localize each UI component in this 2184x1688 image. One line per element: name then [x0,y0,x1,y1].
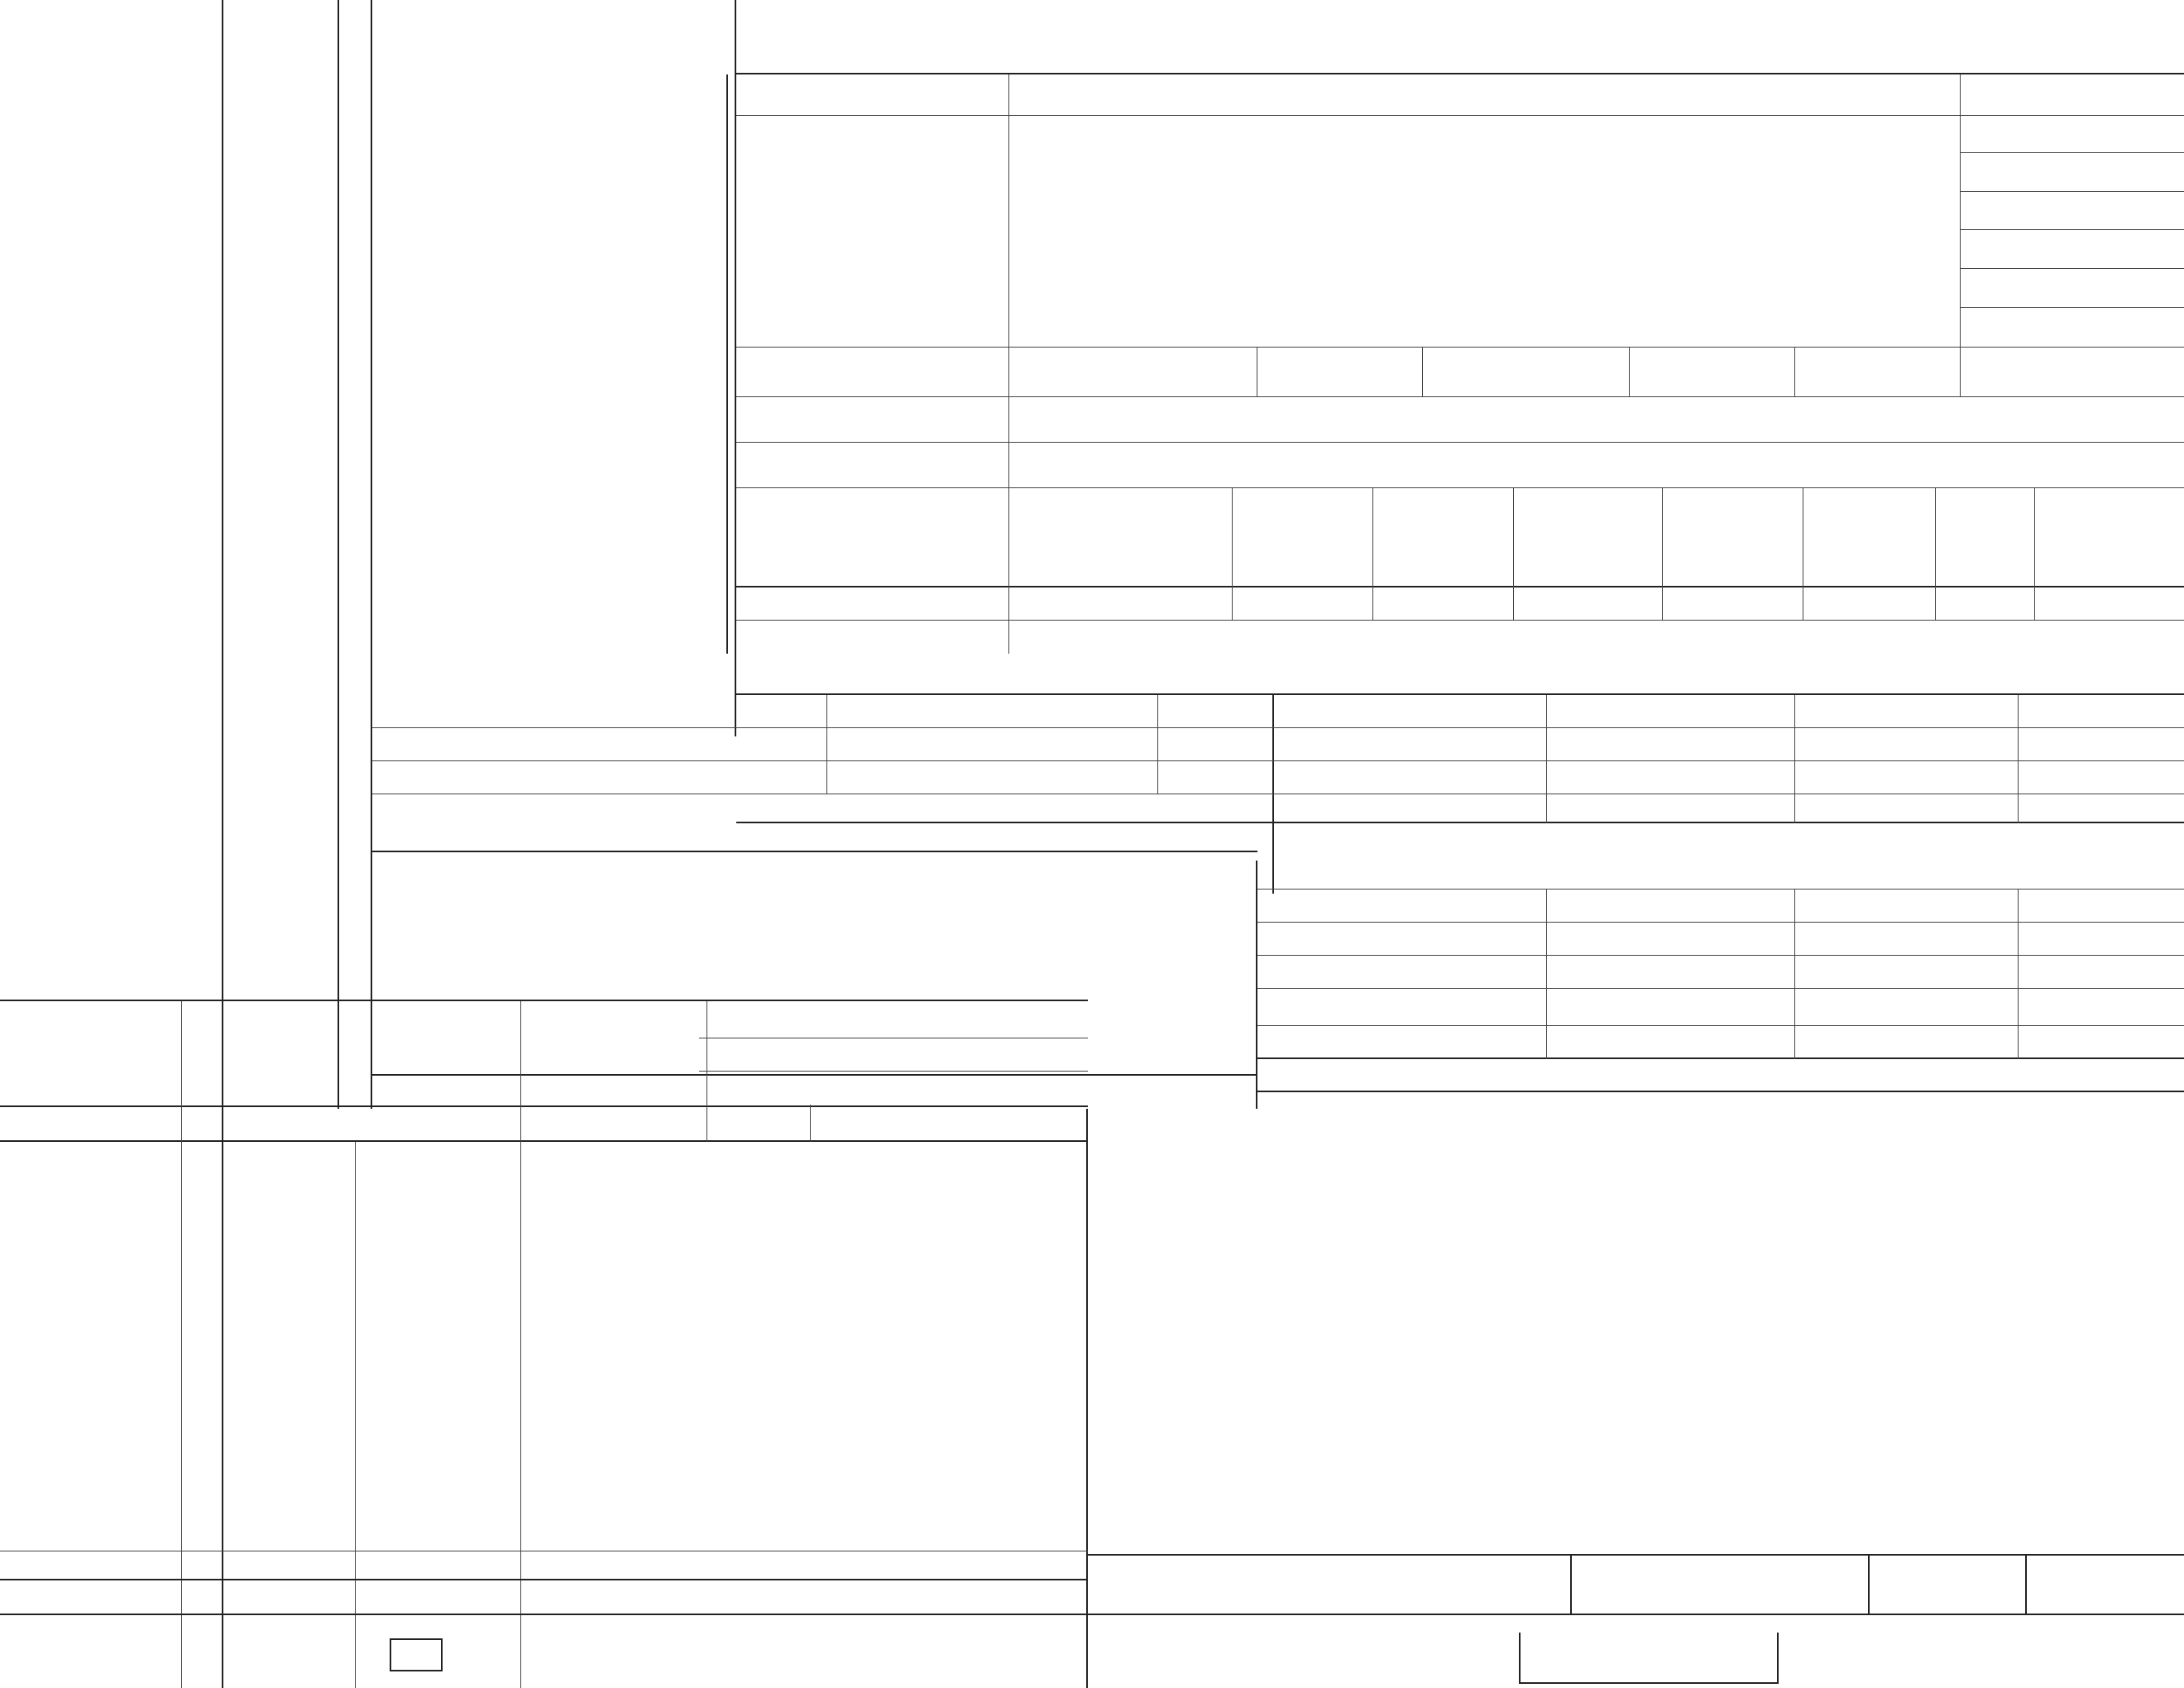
rule [736,693,2184,695]
divider [2025,1556,2027,1615]
rule [0,1140,1088,1142]
divider [1256,861,1257,1109]
rule [736,442,2184,443]
rule [372,1074,1257,1076]
rule [372,727,1274,728]
rule [0,1579,1088,1580]
rule [0,1105,1088,1107]
rule [1257,889,2184,890]
divider [810,1105,811,1142]
divider [826,695,827,794]
divider [1546,695,1547,823]
rule [1961,229,2184,230]
divider [1960,74,1961,397]
rule [736,620,2184,621]
divider [1422,348,1423,397]
divider [726,74,728,654]
divider [1570,1556,1572,1615]
divider [1794,348,1795,397]
rule [736,73,2184,74]
rule [0,1614,1088,1615]
rule [1961,268,2184,269]
rule [1274,760,2184,761]
divider [706,1001,707,1142]
rule [736,822,2184,823]
divider [1513,488,1514,621]
divider [1232,488,1233,621]
divider [338,0,339,1109]
divider [1794,695,1795,823]
divider [371,0,372,1109]
divider [1086,1109,1088,1688]
rule [372,760,1274,761]
divider [735,0,736,736]
rule [1257,922,2184,923]
divider [1662,488,1663,621]
barcode-block [753,108,1878,298]
rule [736,487,2184,488]
rule [1961,191,2184,192]
rule [1257,1057,2184,1059]
rule [1257,1091,2184,1092]
rule [1961,307,2184,308]
divider [1935,488,1936,621]
rule [1274,727,2184,728]
divider [1546,890,1547,1059]
divider [1008,74,1009,654]
rule [736,586,2184,587]
rule [1088,1614,2184,1615]
district-box [390,1638,443,1671]
rule [1961,152,2184,153]
card-of-box [1519,1633,1779,1684]
divider [1868,1556,1870,1615]
rule [736,396,2184,397]
divider [222,0,223,1688]
rule [699,1071,1088,1072]
rule [0,1000,1088,1001]
divider [2018,890,2019,1059]
divider [181,1001,182,1688]
divider [1272,695,1274,894]
divider [520,1001,521,1688]
rule [372,851,1257,852]
divider [1372,488,1373,621]
rule [1088,1554,2184,1556]
rule [1257,955,2184,956]
rule [1257,1025,2184,1026]
barcode-icon [1158,182,1820,281]
rule [1257,988,2184,989]
divider [1157,695,1158,794]
divider [1629,348,1630,397]
rule [736,347,2184,348]
divider [2034,488,2035,621]
divider [2018,695,2019,823]
divider [1794,890,1795,1059]
divider [355,1142,356,1688]
